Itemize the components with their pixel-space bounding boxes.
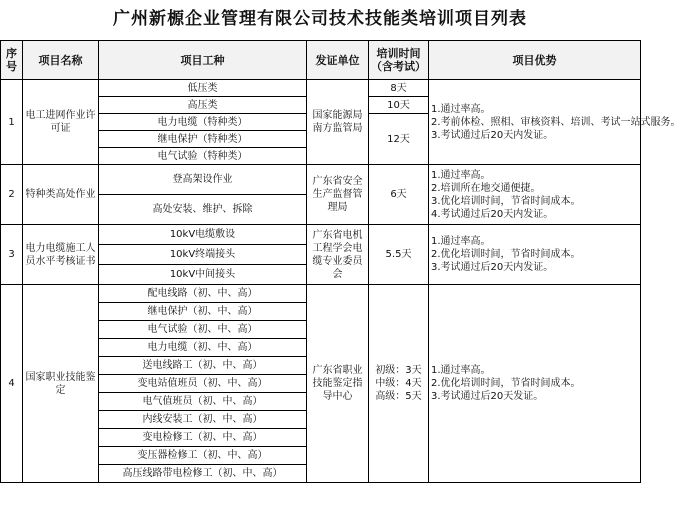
row-seq: 3 [1, 225, 23, 285]
trade-cell: 高压类 [99, 97, 307, 114]
header-name: 项目名称 [23, 41, 99, 80]
trade-cell: 高压线路带电检修工（初、中、高） [99, 465, 307, 483]
trade-cell: 登高架设作业 [99, 165, 307, 195]
advantage-line: 3.优化培训时间，节省时间成本。 [431, 195, 581, 207]
advantage-line: 1.通过率高。 [431, 103, 491, 115]
duration-line: 中级：4天 [375, 378, 422, 389]
row-issuer: 国家能源局南方监管局 [307, 80, 369, 165]
row-name: 电工进网作业许可证 [23, 80, 99, 165]
advantage-line: 1.通过率高。 [431, 236, 491, 247]
duration-line: 高级：5天 [375, 391, 422, 402]
row-issuer: 广东省电机工程学会电缆专业委员会 [307, 225, 369, 285]
trade-cell: 变压器检修工（初、中、高） [99, 447, 307, 465]
header-seq: 序号 [1, 41, 23, 80]
table-row [1, 285, 641, 303]
trade-cell: 内线安装工（初、中、高） [99, 411, 307, 429]
trade-cell: 低压类 [99, 80, 307, 97]
advantage-line: 1.通过率高。 [431, 365, 491, 376]
training-table [0, 40, 681, 483]
duration-cell [369, 285, 429, 483]
header-advantage: 项目优势 [429, 41, 641, 80]
row-advantages [429, 80, 681, 165]
row-advantages [429, 225, 641, 285]
header-issuer: 发证单位 [307, 41, 369, 80]
advantage-line: 2.培训所在地交通便捷。 [431, 182, 541, 194]
trade-cell: 高处安装、维护、拆除 [99, 195, 307, 225]
trade-cell: 变电检修工（初、中、高） [99, 429, 307, 447]
trade-cell: 10kV终端接头 [99, 245, 307, 265]
table-row [1, 165, 641, 195]
advantage-line: 2.考前体检、照相、审核资料、培训、考试一站式服务。 [431, 116, 681, 128]
trade-cell: 电气值班员（初、中、高） [99, 393, 307, 411]
row-seq: 2 [1, 165, 23, 225]
duration-cell: 8天 [369, 80, 429, 97]
table-row [1, 225, 641, 245]
row-name: 特种类高处作业 [23, 165, 99, 225]
trade-cell: 10kV电缆敷设 [99, 225, 307, 245]
row-issuer: 广东省安全生产监督管理局 [307, 165, 369, 225]
row-issuer: 广东省职业技能鉴定指导中心 [307, 285, 369, 483]
page-title: 广州新榞企业管理有限公司技术技能类培训项目列表 [113, 9, 527, 29]
trade-cell: 10kV中间接头 [99, 265, 307, 285]
advantage-line: 2.优化培训时间，节省时间成本。 [431, 249, 581, 260]
header-trade: 项目工种 [99, 41, 307, 80]
trade-cell: 电力电缆（初、中、高） [99, 339, 307, 357]
duration-cell: 10天 [369, 97, 429, 114]
trade-cell: 继电保护（初、中、高） [99, 303, 307, 321]
advantage-line: 2.优化培训时间，节省时间成本。 [431, 378, 581, 389]
duration-cell: 6天 [369, 165, 429, 225]
row-seq: 1 [1, 80, 23, 165]
row-name: 电力电缆施工人员水平考核证书 [23, 225, 99, 285]
duration-line: 初级：3天 [375, 365, 422, 376]
header-row [1, 41, 641, 80]
trade-cell: 电力电缆（特种类） [99, 114, 307, 131]
trade-cell: 继电保护（特种类） [99, 131, 307, 148]
trade-cell: 变电站值班员（初、中、高） [99, 375, 307, 393]
advantage-line: 3.考试通过后20天内发证。 [431, 129, 554, 141]
trade-cell: 配电线路（初、中、高） [99, 285, 307, 303]
trade-cell: 送电线路工（初、中、高） [99, 357, 307, 375]
trade-cell: 电气试验（特种类） [99, 148, 307, 165]
row-advantages [429, 285, 641, 483]
row-seq: 4 [1, 285, 23, 483]
duration-cell: 5.5天 [369, 225, 429, 285]
advantage-line: 4.考试通过后20天内发证。 [431, 208, 554, 220]
advantage-line: 3.考试通过后20天发证。 [431, 391, 544, 402]
advantage-line: 1.通过率高。 [431, 169, 491, 181]
row-name: 国家职业技能鉴定 [23, 285, 99, 483]
duration-cell: 12天 [369, 114, 429, 165]
header-duration: 培训时间（含考试） [369, 41, 429, 80]
row-advantages [429, 165, 641, 225]
table-row [1, 80, 641, 97]
advantage-line: 3.考试通过后20天内发证。 [431, 262, 554, 273]
trade-cell: 电气试验（初、中、高） [99, 321, 307, 339]
